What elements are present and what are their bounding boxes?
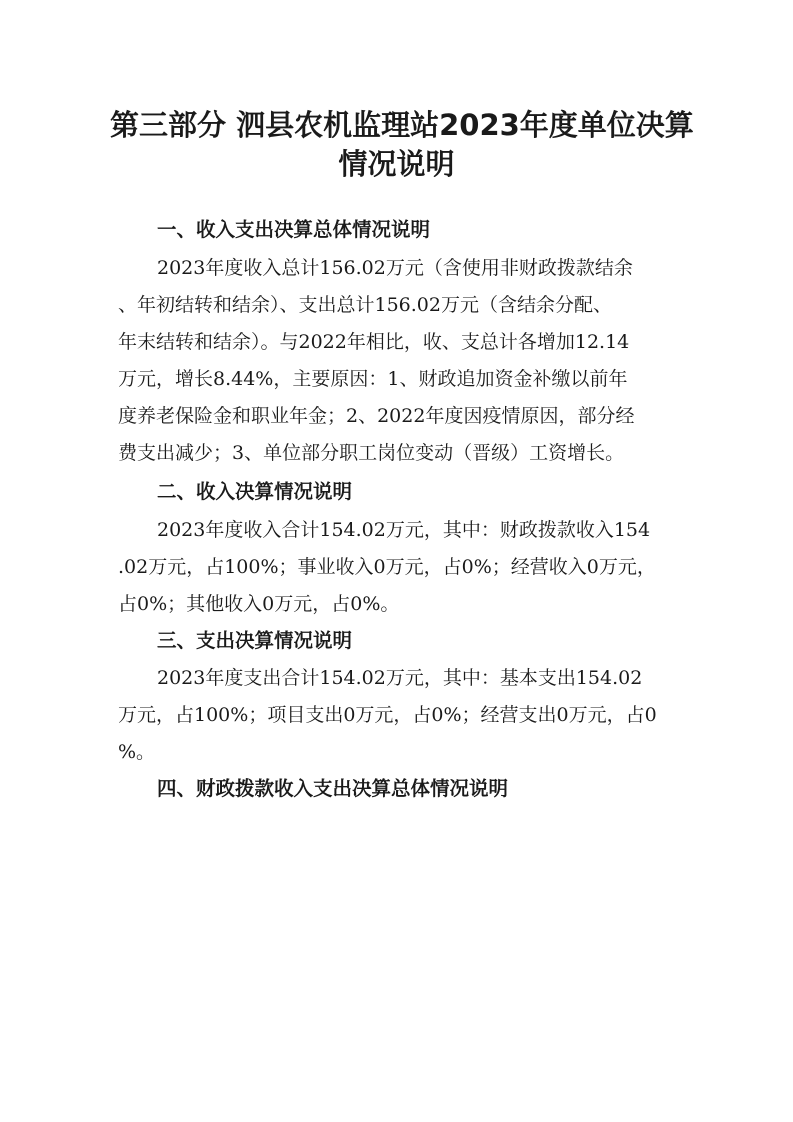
section-3-paragraph-line: 万元，占100%；项目支出0万元，占0%；经营支出0万元，占0	[118, 704, 657, 726]
section-3-paragraph-line: %。	[118, 741, 156, 763]
section-heading-income: 二、收入决算情况说明	[157, 480, 353, 503]
section-1-paragraph-line: 万元，增长8.44%，主要原因：1、财政追加资金补缴以前年	[118, 368, 628, 390]
section-1-paragraph-line: 度养老保险金和职业年金；2、2022年度因疫情原因，部分经	[118, 405, 635, 427]
section-1-paragraph-line: 2023年度收入总计156.02万元（含使用非财政拨款结余	[157, 257, 633, 279]
section-1-paragraph-line: 、年初结转和结余）、支出总计156.02万元（含结余分配、	[118, 294, 612, 316]
section-2-paragraph-line: 2023年度收入合计154.02万元，其中：财政拨款收入154	[157, 519, 651, 541]
section-heading-fiscal-appropriation-overview: 四、财政拨款收入支出决算总体情况说明	[157, 777, 509, 800]
section-1-paragraph-line: 费支出减少；3、单位部分职工岗位变动（晋级）工资增长。	[118, 442, 625, 464]
document-title-line-1: 第三部分 泗县农机监理站2023年度单位决算	[110, 108, 694, 142]
section-heading-income-expenditure-overview: 一、收入支出决算总体情况说明	[157, 218, 431, 241]
section-3-paragraph-line: 2023年度支出合计154.02万元，其中：基本支出154.02	[157, 667, 643, 689]
document-title-line-2: 情况说明	[338, 147, 455, 181]
section-2-paragraph-line: .02万元，占100%；事业收入0万元，占0%；经营收入0万元，	[118, 556, 656, 578]
section-2-paragraph-line: 占0%；其他收入0万元，占0%。	[118, 593, 400, 615]
section-heading-expenditure: 三、支出决算情况说明	[157, 629, 353, 652]
section-1-paragraph-line: 年末结转和结余）。与2022年相比，收、支总计各增加12.14	[118, 331, 630, 353]
